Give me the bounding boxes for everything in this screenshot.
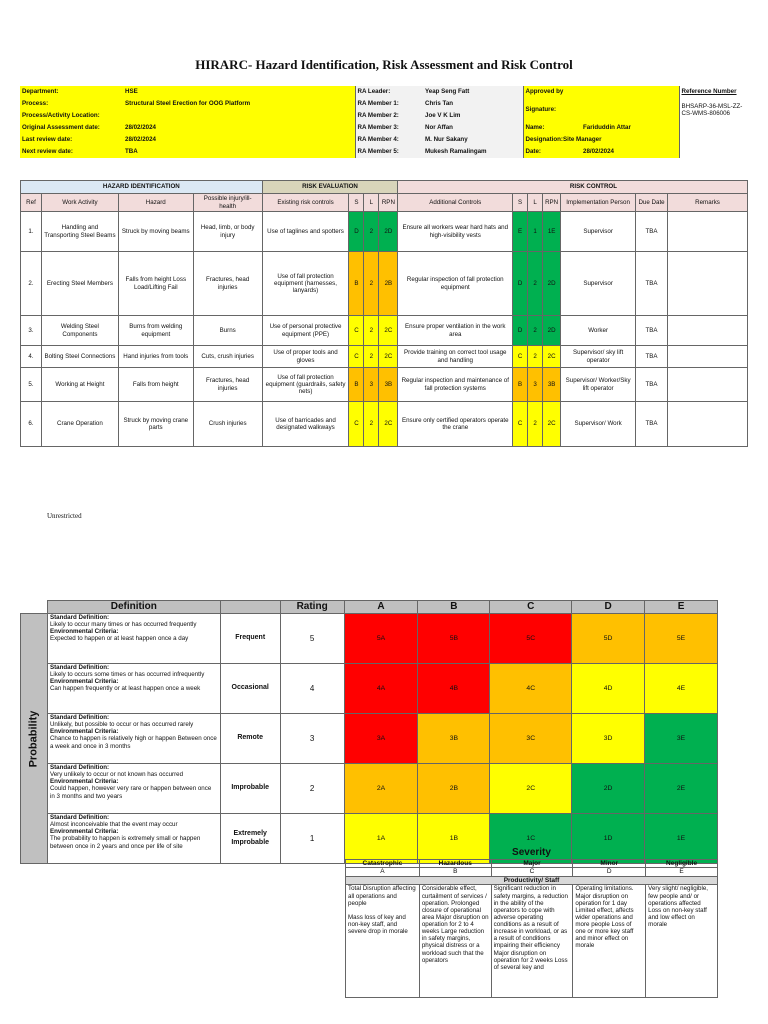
designation-value: Site Manager — [562, 136, 602, 144]
row-severity: B — [349, 252, 364, 316]
row-rpn: 2C — [379, 316, 398, 346]
row-rpn: 2C — [379, 402, 398, 447]
definition-line: Environmental Criteria: — [49, 678, 119, 686]
matrix-cell: 4C — [490, 664, 572, 714]
matrix-col-e: E — [645, 601, 718, 614]
date-label: Date: — [523, 146, 581, 158]
row-likelihood-2: 1 — [528, 212, 543, 252]
section-risk-control: RISK CONTROL — [398, 181, 748, 194]
matrix-rating: 1 — [280, 814, 344, 864]
matrix-col-c: C — [490, 601, 572, 614]
row-additional-controls: Ensure all workers wear hard hats and high-visibility vests — [398, 212, 513, 252]
severity-major: Major — [491, 860, 573, 868]
designation-field — [523, 134, 679, 146]
matrix-cell: 3B — [418, 714, 490, 764]
col-header-rpn: RPN — [379, 194, 398, 212]
definition-line: Could happen, however very rare or happen between once in 3 months and two years — [49, 785, 212, 800]
row-ref: 5. — [21, 368, 42, 402]
matrix-cell: 2C — [490, 764, 572, 814]
matrix-likelihood-label: Extremely Improbable — [220, 814, 280, 864]
row-likelihood: 2 — [364, 346, 379, 368]
row-due-date: TBA — [636, 316, 668, 346]
row-rpn: 2B — [379, 252, 398, 316]
designation-label: Designation: — [525, 136, 563, 144]
row-severity-2: E — [513, 212, 528, 252]
hazard-row — [21, 212, 748, 252]
ra-leader-label: RA Leader: — [355, 86, 423, 98]
matrix-definition — [47, 714, 220, 764]
row-existing-controls: Use of fall protection equipment (guardrails, safety nets) — [262, 368, 349, 402]
definition-line: Chance to happen is relatively high or happen Between once a week and once in 3 months — [49, 735, 217, 750]
matrix-cell: 3E — [645, 714, 718, 764]
row-injury: Crush injuries — [193, 402, 262, 447]
row-severity: D — [349, 212, 364, 252]
last-review-value: 28/02/2024 — [123, 134, 355, 146]
matrix-row — [21, 764, 718, 814]
row-activity: Bolting Steel Connections — [41, 346, 118, 368]
row-rpn-2: 2D — [543, 252, 561, 316]
row-due-date: TBA — [636, 212, 668, 252]
definition-line: Standard Definition: — [49, 764, 110, 771]
definition-line: Can happen frequently or at least happen once a week — [49, 685, 201, 693]
matrix-blank-header — [220, 601, 280, 614]
definition-line: Very unlikely to occur or not known has occurred — [49, 771, 184, 779]
row-activity: Erecting Steel Members — [41, 252, 118, 316]
row-remarks — [668, 368, 748, 402]
definition-line: Unlikely, but possible to occur or has occurred rarely — [49, 721, 194, 729]
row-additional-controls: Ensure only certified operators operate the crane — [398, 402, 513, 447]
matrix-cell: 4A — [344, 664, 418, 714]
definition-line: Almost inconceivable that the event may occur — [49, 821, 178, 829]
matrix-row — [21, 614, 718, 664]
department-value: HSE — [123, 86, 355, 98]
matrix-rating: 5 — [280, 614, 344, 664]
row-likelihood-2: 2 — [528, 316, 543, 346]
definition-line: Standard Definition: — [49, 614, 110, 621]
department-label: Department: — [20, 86, 123, 98]
orig-date-value: 28/02/2024 — [123, 122, 355, 134]
row-severity: C — [349, 346, 364, 368]
last-review-label: Last review date: — [20, 134, 123, 146]
definition-line: Expected to happen or at least happen once a day — [49, 635, 189, 643]
row-likelihood: 2 — [364, 212, 379, 252]
row-due-date: TBA — [636, 368, 668, 402]
severity-letter-c: C — [491, 868, 573, 876]
matrix-cell: 2A — [344, 764, 418, 814]
row-severity: C — [349, 316, 364, 346]
ra-member5-label: RA Member 5: — [355, 146, 423, 158]
row-existing-controls: Use of personal protective equipment (PPE) — [262, 316, 349, 346]
hazard-row — [21, 346, 748, 368]
col-header-l2: L — [528, 194, 543, 212]
severity-catastrophic: Catastrophic — [346, 860, 420, 868]
row-person: Supervisor/ sky lift operator — [561, 346, 636, 368]
name-label: Name: — [523, 122, 581, 134]
orig-date-label: Original Assessment date: — [20, 122, 123, 134]
row-additional-controls: Regular inspection and maintenance of fall protection systems — [398, 368, 513, 402]
row-ref: 3. — [21, 316, 42, 346]
ra-member3-label: RA Member 3: — [355, 122, 423, 134]
severity-desc-d: Operating limitations. Major disruption on operation for 1 day Limited effect, affects wider operations and more people Loss of one or more key staff and minor effect on morale — [573, 885, 646, 998]
reference-label: Reference Number — [679, 86, 748, 98]
row-person: Supervisor/ Worker/Sky lift operator — [561, 368, 636, 402]
ra-member4-label: RA Member 4: — [355, 134, 423, 146]
row-likelihood: 2 — [364, 252, 379, 316]
matrix-definition — [47, 664, 220, 714]
row-likelihood: 2 — [364, 316, 379, 346]
row-severity: B — [349, 368, 364, 402]
matrix-cell: 1E — [645, 814, 718, 864]
row-hazard: Hand injuries from tools — [118, 346, 193, 368]
matrix-definition — [47, 814, 220, 864]
row-rpn: 3B — [379, 368, 398, 402]
col-header-due: Due Date — [636, 194, 668, 212]
severity-minor: Minor — [573, 860, 646, 868]
signature-field — [581, 98, 679, 122]
matrix-cell: 1D — [572, 814, 645, 864]
row-severity-2: D — [513, 316, 528, 346]
row-rpn-2: 2C — [543, 346, 561, 368]
row-likelihood-2: 3 — [528, 368, 543, 402]
probability-label — [21, 614, 48, 864]
matrix-cell: 5C — [490, 614, 572, 664]
hazard-row — [21, 402, 748, 447]
row-existing-controls: Use of proper tools and gloves — [262, 346, 349, 368]
severity-negligible: Negligible — [646, 860, 718, 868]
col-header-remarks: Remarks — [668, 194, 748, 212]
definition-line: Environmental Criteria: — [49, 628, 119, 636]
row-rpn-2: 1E — [543, 212, 561, 252]
row-likelihood-2: 2 — [528, 346, 543, 368]
row-existing-controls: Use of taglines and spotters — [262, 212, 349, 252]
hazard-row — [21, 252, 748, 316]
matrix-cell: 5D — [572, 614, 645, 664]
hazard-table — [20, 180, 748, 447]
matrix-cell: 5A — [344, 614, 418, 664]
matrix-cell: 4E — [645, 664, 718, 714]
ra-member1-value: Chris Tan — [423, 98, 523, 110]
matrix-row — [21, 664, 718, 714]
col-header-activity: Work Activity — [41, 194, 118, 212]
row-severity-2: B — [513, 368, 528, 402]
matrix-likelihood-label: Occasional — [220, 664, 280, 714]
row-rpn: 2C — [379, 346, 398, 368]
row-rpn-2: 3B — [543, 368, 561, 402]
ra-member2-label: RA Member 2: — [355, 110, 423, 122]
matrix-row — [21, 714, 718, 764]
matrix-cell: 5E — [645, 614, 718, 664]
probability-text: Probability — [27, 710, 40, 767]
name-value: Fariduddin Attar — [581, 122, 679, 134]
matrix-rating: 2 — [280, 764, 344, 814]
severity-hazardous: Hazardous — [419, 860, 491, 868]
row-remarks — [668, 212, 748, 252]
row-activity: Working at Height — [41, 368, 118, 402]
next-review-value: TBA — [123, 146, 355, 158]
row-hazard: Struck by moving beams — [118, 212, 193, 252]
matrix-definition — [47, 764, 220, 814]
next-review-label: Next review date: — [20, 146, 123, 158]
definition-line: Standard Definition: — [49, 814, 110, 821]
row-injury: Burns — [193, 316, 262, 346]
matrix-cell: 4D — [572, 664, 645, 714]
definition-line: Environmental Criteria: — [49, 828, 119, 836]
col-header-hazard: Hazard — [118, 194, 193, 212]
definition-line: Likely to occurs some times or has occurred infrequently — [49, 671, 205, 679]
row-hazard: Struck by moving crane parts — [118, 402, 193, 447]
severity-letter-b: B — [419, 868, 491, 876]
date-value: 28/02/2024 — [581, 146, 679, 158]
definition-line: Likely to occur many times or has occurred frequently — [49, 621, 197, 629]
ra-member4-value: M. Nur Sakany — [423, 134, 523, 146]
classification-label: Unrestricted — [47, 512, 82, 520]
row-due-date: TBA — [636, 346, 668, 368]
matrix-cell: 1C — [490, 814, 572, 864]
row-severity-2: D — [513, 252, 528, 316]
row-injury: Cuts, crush injuries — [193, 346, 262, 368]
row-ref: 1. — [21, 212, 42, 252]
section-risk-evaluation: RISK EVALUATION — [262, 181, 398, 194]
row-due-date: TBA — [636, 402, 668, 447]
matrix-cell: 1A — [344, 814, 418, 864]
row-activity: Welding Steel Components — [41, 316, 118, 346]
col-header-l: L — [364, 194, 379, 212]
matrix-cell: 2E — [645, 764, 718, 814]
row-likelihood: 3 — [364, 368, 379, 402]
severity-table — [345, 846, 718, 998]
matrix-col-b: B — [418, 601, 490, 614]
section-hazard-identification: HAZARD IDENTIFICATION — [21, 181, 263, 194]
row-severity-2: C — [513, 402, 528, 447]
severity-desc-e: Very slight/ negligible, few people and/ or operations affected Loss on non-key staff and low effect on morale — [646, 885, 718, 998]
definition-line: Standard Definition: — [49, 714, 110, 721]
row-additional-controls: Regular inspection of fall protection equipment — [398, 252, 513, 316]
col-header-rpn2: RPN — [543, 194, 561, 212]
severity-subheader: Productivity/ Staff — [346, 876, 718, 884]
definition-line: Environmental Criteria: — [49, 728, 119, 736]
severity-label: Severity — [512, 846, 551, 858]
row-activity: Crane Operation — [41, 402, 118, 447]
matrix-rating: 3 — [280, 714, 344, 764]
row-remarks — [668, 252, 748, 316]
location-label: Process/Activity Location: — [20, 110, 355, 122]
col-header-existing: Existing risk controls — [262, 194, 349, 212]
row-likelihood-2: 2 — [528, 252, 543, 316]
matrix-cell: 4B — [418, 664, 490, 714]
matrix-cell: 3C — [490, 714, 572, 764]
row-activity: Handling and Transporting Steel Beams — [41, 212, 118, 252]
matrix-cell: 3D — [572, 714, 645, 764]
matrix-col-a: A — [344, 601, 418, 614]
row-person: Worker — [561, 316, 636, 346]
matrix-col-d: D — [572, 601, 645, 614]
severity-desc-c: Significant reduction in safety margins, a reduction in the ability of the operators to cope with adverse operating conditions as a result of increase in workload, or as a result of conditions impairing their efficiency Major disruption on operation for 2 weeks Loss of several key and — [491, 885, 573, 998]
col-header-ref: Ref — [21, 194, 42, 212]
row-injury: Head, limb, or body injury — [193, 212, 262, 252]
col-header-s: S — [349, 194, 364, 212]
process-label: Process: — [20, 98, 123, 110]
row-ref: 2. — [21, 252, 42, 316]
matrix-rating: 4 — [280, 664, 344, 714]
row-rpn-2: 2D — [543, 316, 561, 346]
col-header-additional: Additional Controls — [398, 194, 513, 212]
hazard-row — [21, 368, 748, 402]
row-additional-controls: Provide training on correct tool usage and handling — [398, 346, 513, 368]
row-remarks — [668, 402, 748, 447]
definition-line: Environmental Criteria: — [49, 778, 119, 786]
process-value: Structural Steel Erection for OOG Platform — [123, 98, 355, 110]
ra-member2-value: Joe V K Lim — [423, 110, 523, 122]
row-hazard: Burns from welding equipment — [118, 316, 193, 346]
row-person: Supervisor — [561, 212, 636, 252]
row-existing-controls: Use of barricades and designated walkways — [262, 402, 349, 447]
matrix-cell: 1B — [418, 814, 490, 864]
row-person: Supervisor — [561, 252, 636, 316]
row-remarks — [668, 316, 748, 346]
severity-desc-b: Considerable effect, curtailment of services / operation. Prolonged closure of operational area Major disruption on operation for 2 to 4 weeks Large reduction in safety margins, physical distress or a workload such that the operators — [419, 885, 491, 998]
approved-by-label: Approved by — [523, 86, 679, 98]
row-ref: 4. — [21, 346, 42, 368]
severity-letter-a: A — [346, 868, 420, 876]
signature-label: Signature: — [523, 98, 581, 122]
risk-matrix — [20, 600, 718, 864]
row-ref: 6. — [21, 402, 42, 447]
matrix-likelihood-label: Remote — [220, 714, 280, 764]
col-header-injury: Possible injury/ill-health — [193, 194, 262, 212]
matrix-cell: 2B — [418, 764, 490, 814]
row-likelihood-2: 2 — [528, 402, 543, 447]
matrix-cell: 5B — [418, 614, 490, 664]
definition-line: The probability to happen is extremely small or happen between once in 2 years and once per life of site — [49, 835, 201, 850]
row-severity-2: C — [513, 346, 528, 368]
row-hazard: Falls from height Loss Load/Lifting Fail — [118, 252, 193, 316]
ra-leader-value: Yeap Seng Fatt — [423, 86, 523, 98]
definition-line: Standard Definition: — [49, 664, 110, 671]
ra-member1-label: RA Member 1: — [355, 98, 423, 110]
matrix-rating-header: Rating — [280, 601, 344, 614]
row-likelihood: 2 — [364, 402, 379, 447]
row-injury: Fractures, head injuries — [193, 368, 262, 402]
header-table — [20, 86, 748, 158]
reference-value: BHSARP-36-MSL-ZZ-CS-WMS-806006 — [679, 98, 748, 122]
row-additional-controls: Ensure proper ventilation in the work area — [398, 316, 513, 346]
ra-member3-value: Nor Affan — [423, 122, 523, 134]
matrix-definition-header: Definition — [47, 601, 220, 614]
matrix-definition — [47, 614, 220, 664]
row-injury: Fractures, head injuries — [193, 252, 262, 316]
matrix-likelihood-label: Frequent — [220, 614, 280, 664]
row-remarks — [668, 346, 748, 368]
col-header-s2: S — [513, 194, 528, 212]
row-due-date: TBA — [636, 252, 668, 316]
page-title: HIRARC- Hazard Identification, Risk Assessment and Risk Control — [195, 57, 573, 72]
row-existing-controls: Use of fall protection equipment (harnesses, lanyards) — [262, 252, 349, 316]
severity-letter-d: D — [573, 868, 646, 876]
row-person: Supervisor/ Work — [561, 402, 636, 447]
matrix-cell: 3A — [344, 714, 418, 764]
row-severity: C — [349, 402, 364, 447]
severity-desc-a: Total Disruption affecting all operations and people Mass loss of key and non-key staff, and severe drop in morale — [346, 885, 420, 998]
col-header-person: Implementation Person — [561, 194, 636, 212]
hazard-row — [21, 316, 748, 346]
ra-member5-value: Mukesh Ramalingam — [423, 146, 523, 158]
matrix-cell: 2D — [572, 764, 645, 814]
severity-letter-e: E — [646, 868, 718, 876]
row-hazard: Falls from height — [118, 368, 193, 402]
row-rpn: 2D — [379, 212, 398, 252]
row-rpn-2: 2C — [543, 402, 561, 447]
matrix-likelihood-label: Improbable — [220, 764, 280, 814]
